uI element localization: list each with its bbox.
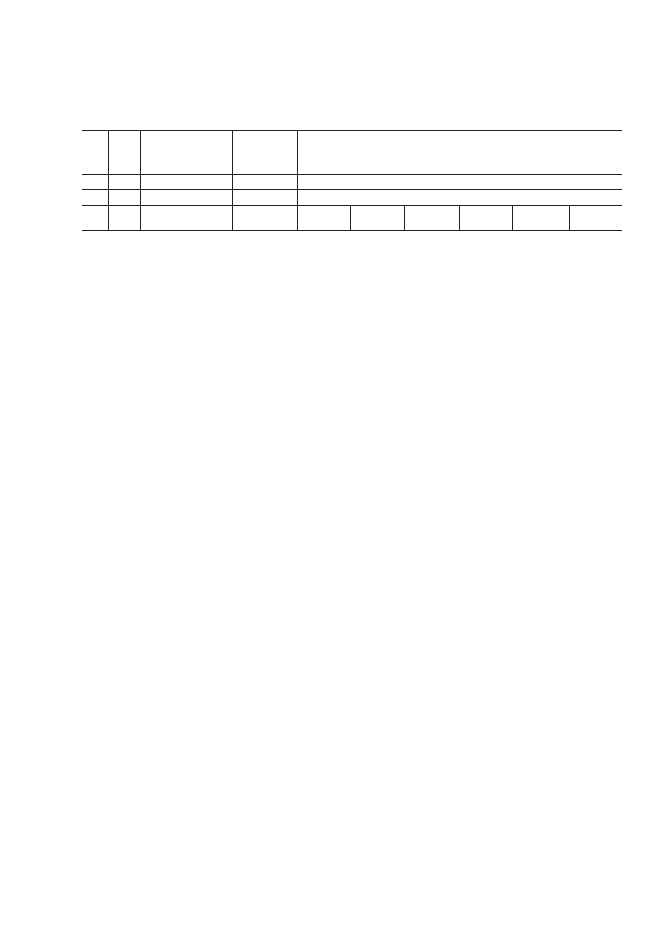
row2-rule — [82, 205, 622, 206]
col-sep-2 — [140, 130, 141, 230]
val-sep-1 — [350, 205, 351, 230]
val-sep-3 — [459, 205, 460, 230]
row1-rule — [82, 189, 622, 190]
col-sep-4 — [297, 130, 298, 230]
col-size-feature-label — [87, 128, 103, 178]
val-sep-5 — [569, 205, 570, 230]
val-sep-4 — [512, 205, 513, 230]
table-top-rule — [82, 130, 622, 131]
col-sep-1 — [108, 130, 109, 230]
col-drawing-label — [116, 129, 132, 177]
row3-rule — [82, 230, 622, 231]
col-sep-3 — [232, 130, 233, 230]
header-bottom-rule — [82, 174, 622, 175]
val-sep-2 — [404, 205, 405, 230]
